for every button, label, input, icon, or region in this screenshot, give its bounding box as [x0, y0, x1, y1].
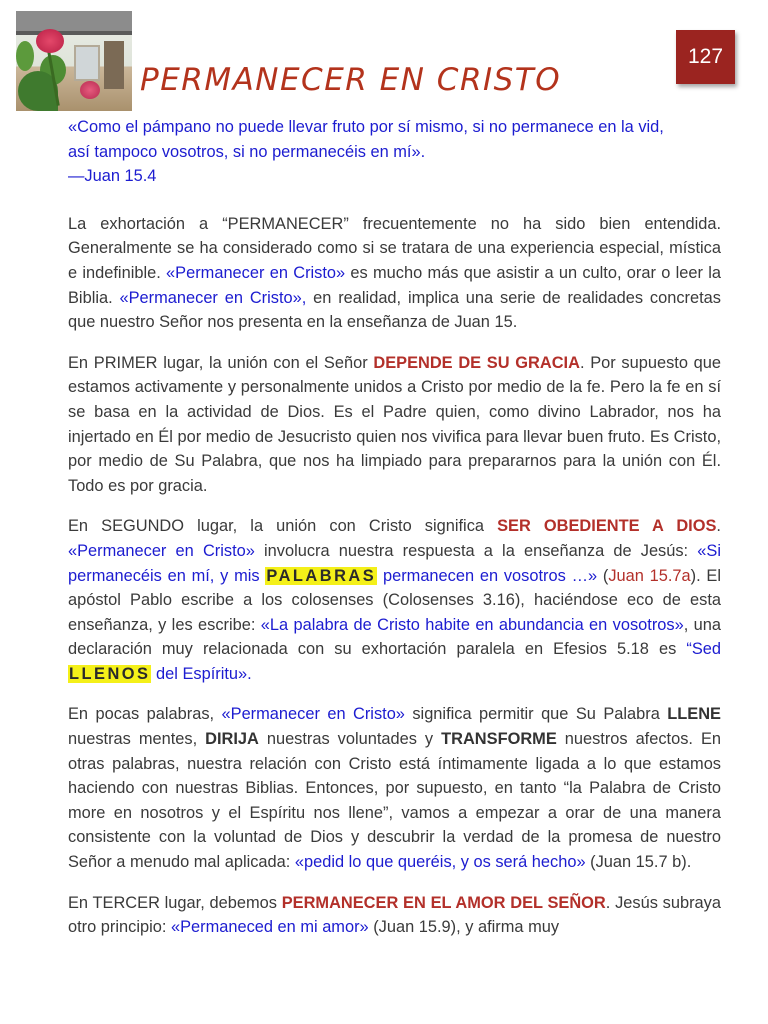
quote-permaneced: «Permaneced en mi amor» [170, 918, 369, 937]
quote-pedid: «pedid lo que queréis, y os será hecho» [294, 853, 586, 872]
highlight-llenos: LLENOS [69, 664, 151, 683]
paragraph-2: En PRIMER lugar, la unión con el Señor DEPENDE DE SU GRACIA. Por supuesto que estamos activamente y personalmente unidos a Cristo por medio de la fe. Pero la fe en sí se basa en la actividad de Dios. Es el Padre quien, como divino Labrador, nos ha injertado en Él por medio de Jesucristo quien nos vivifica para llevar buen fruto. Es Cristo, por medio de Su Palabra, que nos ha limpiado para prepararnos para la unión con Él. Todo es por gracia. [68, 353, 722, 495]
keyword-llene: LLENE [667, 705, 721, 724]
paragraph-4: En pocas palabras, «Permanecer en Cristo» significa permitir que Su Palabra LLENE nuestras mentes, DIRIJA nuestras voluntades y TRANSFORME nuestros afectos. En otras palabras, nuestra relación con Cristo está íntimamente ligada a lo que estamos haciendo con nuestras Biblias. Entonces, por supuesto, en tanto “la Palabra de Cristo more en nosotros y el Espíritu nos llene”, vamos a empezar a orar de una manera consistente con la voluntad de Dios y descubrir la verdad de la promesa de nuestro Señor a menudo mal aplicada: «pedid lo que queréis, y os será hecho» (Juan 15.7 b). [68, 705, 721, 872]
paragraph-3: En SEGUNDO lugar, la unión con Cristo significa SER OBEDIENTE A DIOS. «Permanecer en Cristo» involucra nuestra respuesta a la enseñanza de Jesús: «Si permanecéis en mí, y mis PALABRAS permanecen en vosotros …» (Juan 15.7a). El apóstol Pablo escribe a los colosenses (Colosenses 3.16), haciéndose eco de esta enseñanza, y les escribe: «La palabra de Cristo habite en abundancia en vosotros», una declaración muy relacionada con su exhortación paralela en Efesios 5.18 es “Sed LLENOS del Espíritu». [68, 517, 721, 683]
emphasis-gracia: DEPENDE DE SU GRACIA [373, 353, 580, 372]
paragraph-5: En TERCER lugar, debemos PERMANECER EN EL AMOR DEL SEÑOR. Jesús subraya otro principio: «Permaneced en mi amor» (Juan 15.9), y afirma muy [68, 893, 721, 937]
rose-icon [36, 29, 64, 53]
page-title: PERMANECER EN CRISTO [140, 62, 562, 98]
epigraph-line-2: así tampoco vosotros, si no permanecéis en mí». [68, 142, 426, 161]
quote-permanecer: «Permanecer en Cristo» [166, 263, 346, 282]
emphasis-amor: PERMANECER EN EL AMOR DEL SEÑOR [281, 893, 606, 912]
paragraph-1: La exhortación a “PERMANECER” frecuentemente no ha sido bien entendida. Generalmente se ha considerado como si se tratara de una experiencia especial, mística e indefinible. «Permanecer en Cristo» es mucho más que asistir a un culto, orar o leer la Biblia. «Permanecer en Cristo», en realidad, implica una serie de realidades concretas que nuestro Señor nos presenta en la enseñanza de Juan 15. [68, 214, 721, 332]
highlight-palabras: PALABRAS [266, 566, 377, 585]
epigraph [68, 115, 721, 189]
keyword-transforme: TRANSFORME [441, 730, 557, 749]
quote-permanecer: «Permanecer en Cristo» [68, 541, 255, 560]
quote-colosenses: «La palabra de Cristo habite en abundancia en vosotros» [260, 615, 684, 634]
emphasis-obediente: SER OBEDIENTE A DIOS [497, 517, 717, 536]
keyword-dirija: DIRIJA [205, 730, 259, 749]
header-photo-roses [16, 11, 132, 111]
quote-permanecer: «Permanecer en Cristo» [221, 705, 405, 724]
reference-juan-15-7a: Juan 15.7a [608, 566, 691, 585]
epigraph-reference: —Juan 15.4 [68, 167, 157, 186]
article-body [68, 115, 721, 956]
quote-permanecer: «Permanecer en Cristo», [119, 288, 307, 307]
epigraph-line-1: «Como el pámpano no puede llevar fruto por sí mismo, si no permanece en la vid, [68, 118, 664, 136]
page-number-badge: 127 [676, 30, 735, 84]
